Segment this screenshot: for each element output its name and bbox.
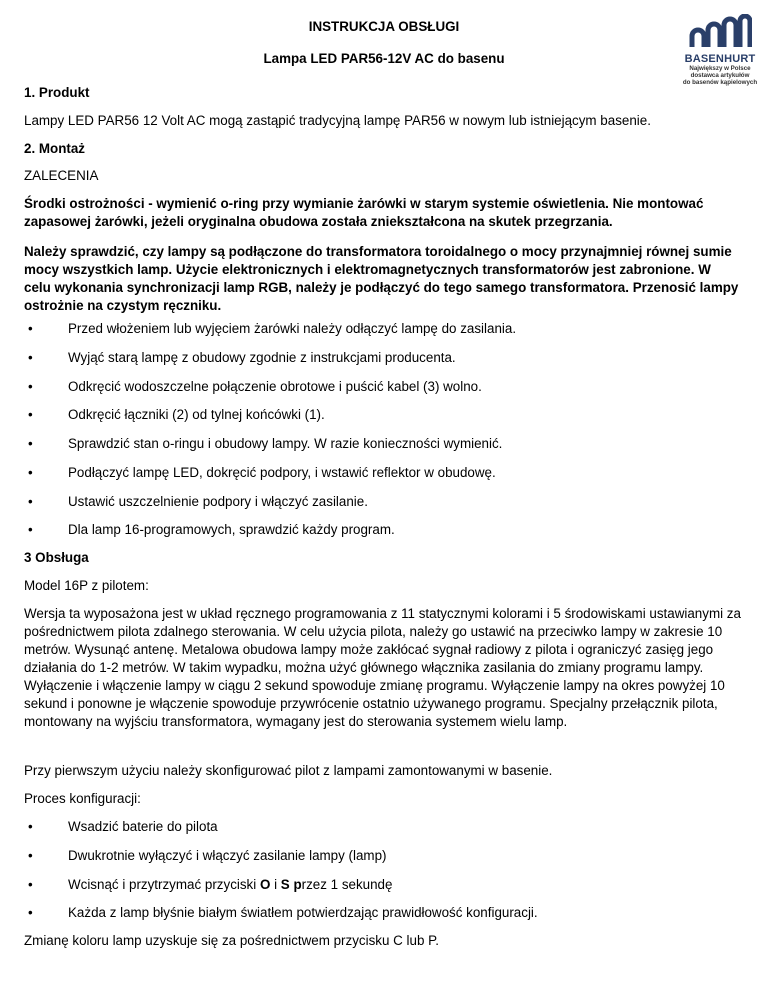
basenhurt-logo bbox=[672, 14, 768, 94]
first-use-text: Przy pierwszym użyciu należy skonfigurować pilot z lampami zamontowanymi w basenie. bbox=[24, 763, 553, 778]
warning-paragraph-1: Środki ostrożności - wymienić o-ring przy wymianie żarówki w starym systemie oświetlenia. Nie montować zapasowej żarówki, jeżeli oryginalna obudowa została zniekształcona na skutek przegrzania. bbox=[24, 196, 704, 229]
config-heading: Proces konfiguracji: bbox=[24, 791, 141, 806]
section3-heading: 3 Obsługa bbox=[24, 550, 89, 565]
section1-heading: 1. Produkt bbox=[24, 85, 90, 100]
model-label: Model 16P z pilotem: bbox=[24, 578, 149, 593]
document-subtitle: Lampa LED PAR56-12V AC do basenu bbox=[263, 51, 505, 66]
color-change-text: Zmianę koloru lamp uzyskuje się za pośrednictwem przycisku C lub P. bbox=[24, 933, 440, 948]
operation-description: Wersja ta wyposażona jest w układ ręcznego programowania z 11 statycznymi kolorami i 5 środowiskami ustawianymi za pośrednictwem pilota zdalnego sterowania. W celu użycia pilota, należy go ustawić na przeciwko lampy w zakresie 10 metrów. Wysunąć antenę. Metalowa obudowa lampy może zakłócać sygnał radiowy z pilota i ograniczyć zasięg jego działania do 1-2 metrów. W takim wypadku, można użyć głównego włącznika zasilania do zmiany programu lampy. Wyłączenie i włączenie lampy w ciągu 2 sekund spowoduje zmianę programu. Wyłączenie lampy na okres powyżej 10 sekund i ponowne je włączenie spowoduje przywrócenie ostatnio używanego programu. Specjalny przełącznik pilota, montowany na wyjściu transformatora, wymagany jest do sterowania systemem wielu lamp. bbox=[24, 606, 741, 729]
logo-brand: BASENHURT bbox=[684, 53, 756, 65]
section1-text: Lampy LED PAR56 12 Volt AC mogą zastąpić tradycyjną lampę PAR56 w nowym lub istniejącym basenie. bbox=[24, 113, 651, 128]
section2-subheading: ZALECENIA bbox=[24, 168, 99, 183]
waves-icon bbox=[686, 14, 752, 48]
warning-paragraph-2: Należy sprawdzić, czy lampy są podłączone do transformatora toroidalnego o mocy przynajmniej równej sumie mocy wszystkich lamp. Użycie elektronicznych i elektromagnetycznych transformatorów jest zabronione. W celu wykonania synchronizacji lamp RGB, należy je podłączyć do tego samego transformatora. Przenosić lampy ostrożnie na czystym ręczniku. bbox=[24, 244, 739, 313]
logo-tagline: Największy w Polsce dostawca artykułów do basenów kąpielowych bbox=[682, 65, 758, 86]
document-title: INSTRUKCJA OBSŁUGI bbox=[308, 19, 460, 34]
section2-heading: 2. Montaż bbox=[24, 141, 86, 156]
